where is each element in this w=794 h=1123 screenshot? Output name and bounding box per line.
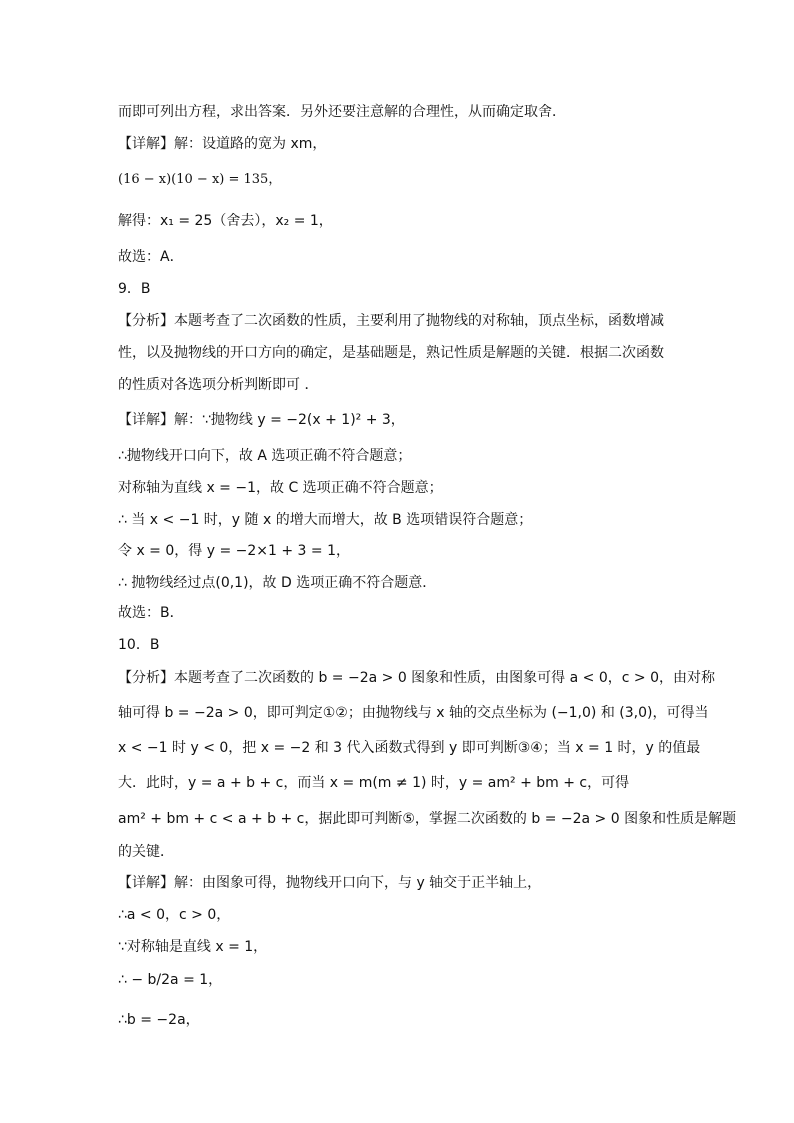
text-line: 【分析】本题考查了二次函数的 b = −2a > 0 图象和性质，由图象可得 a < 0，c > 0，由对称 [118,670,715,686]
text-line: 轴可得 b = −2a > 0，即可判定①②；由抛物线与 x 轴的交点坐标为 (−1,0) 和 (3,0)，可得当 [118,705,709,721]
text-line: ∴ 抛物线经过点(0,1)，故 D 选项正确不符合题意． [118,575,437,591]
equation-line: (16 − x)(10 − x) = 135， [118,172,282,187]
text-line: 【分析】本题考查了二次函数的性质，主要利用了抛物线的对称轴，顶点坐标，函数增减 [118,313,664,329]
text-line: 故选：A． [118,249,184,265]
text-line: ∴b = −2a， [118,1012,200,1028]
text-line: 的性质对各选项分析判断即可 ． [118,377,319,393]
text-line: 对称轴为直线 x = −1，故 C 选项正确不符合题意； [118,480,443,496]
text-line: 大．此时，y = a + b + c，而当 x = m(m ≠ 1) 时，y = am² + bm + c，可得 [118,775,630,791]
question-number: 10．B [118,637,160,653]
text-line: 【详解】解：∵抛物线 y = −2(x + 1)² + 3， [118,412,405,428]
question-number: 9．B [118,281,151,297]
fraction-line: ∴ − b/2a = 1， [118,972,223,988]
text-line: 【详解】解：由图象可得，抛物线开口向下，与 y 轴交于正半轴上， [118,875,542,891]
text-line: 故选：B． [118,605,184,621]
text-line: 性，以及抛物线的开口方向的确定，是基础题是，熟记性质是解题的关键．根据二次函数 [118,345,664,361]
text-line: am² + bm + c < a + b + c，据此即可判断⑤，掌握二次函数的 b = −2a > 0 图象和性质是解题 [118,811,737,827]
text-line: 的关键． [118,844,174,860]
text-line: ∴ 当 x < −1 时，y 随 x 的增大而增大，故 B 选项错误符合题意； [118,512,533,528]
text-line: 解得：x₁ = 25（舍去），x₂ = 1， [118,213,333,229]
text-line: x < −1 时 y < 0，把 x = −2 和 3 代入函数式得到 y 即可判断③④；当 x = 1 时，y 的值最 [118,740,701,756]
text-line: 而即可列出方程，求出答案．另外还要注意解的合理性，从而确定取舍． [118,104,566,120]
text-line: ∴抛物线开口向下，故 A 选项正确不符合题意； [118,448,412,464]
text-line: ∴a < 0，c > 0， [118,907,231,923]
text-line: 【详解】解：设道路的宽为 xm， [118,136,327,152]
text-line: ∵对称轴是直线 x = 1， [118,939,268,955]
text-line: 令 x = 0，得 y = −2×1 + 3 = 1， [118,543,350,559]
